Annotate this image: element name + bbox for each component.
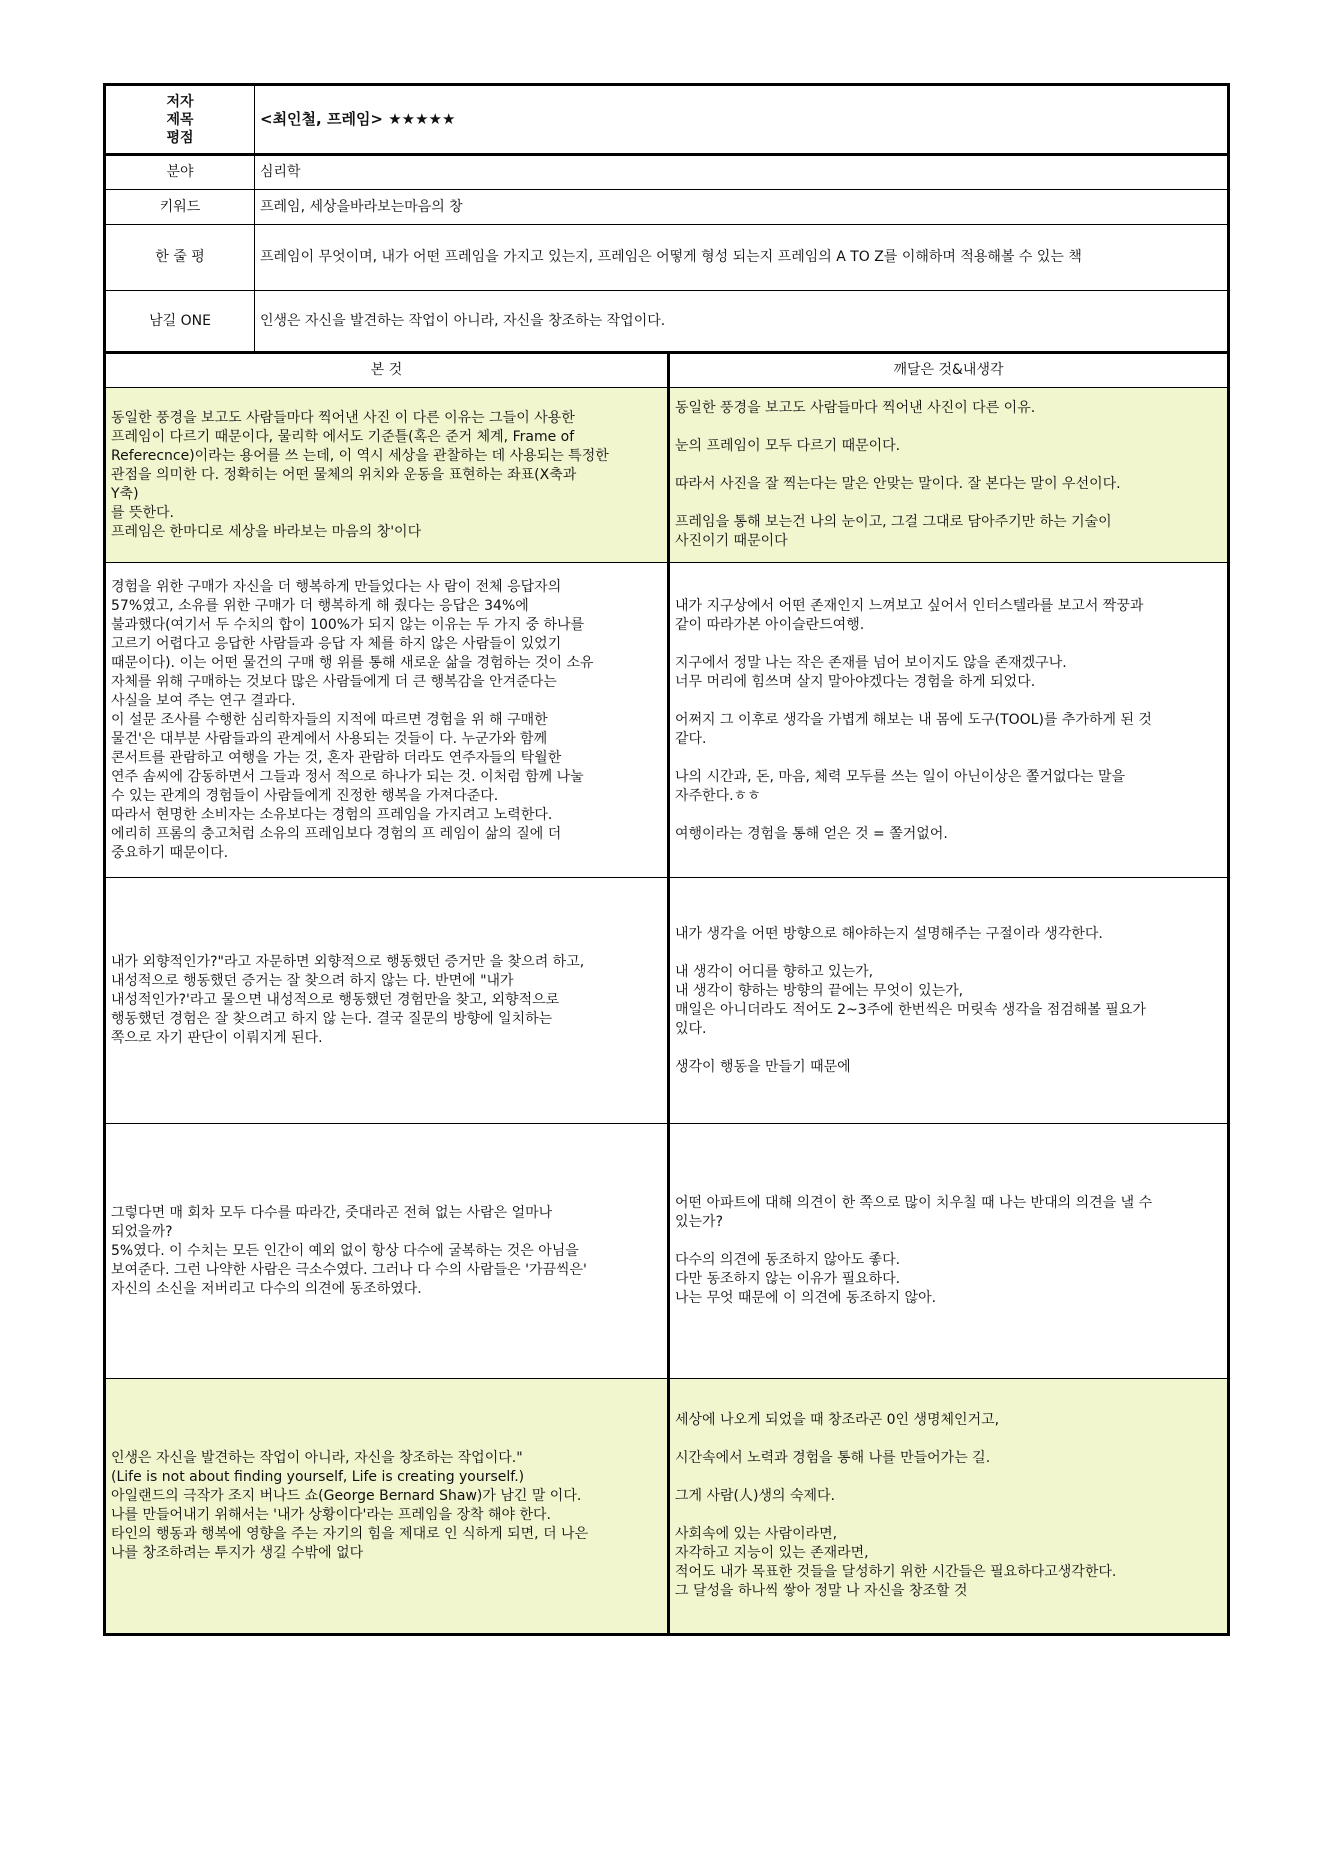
text-line: 나는 무엇 때문에 이 의견에 동조하지 않아. (675, 1290, 937, 1306)
text-line: 있다. (675, 1020, 707, 1037)
text-line: 프레임을 통해 보는건 나의 눈이고, 그걸 그대로 담아주기만 하는 기술이 (675, 514, 1112, 530)
text-line: 어떤 아파트에 대해 의견이 한 쪽으로 많이 치우칠 때 나는 반대의 의견을 낼 수 (675, 1195, 1153, 1211)
book-title: <최인철, 프레임> ★★★★★ (255, 85, 1229, 155)
text-line: 동일한 풍경을 보고도 사람들마다 찍어낸 사진이 다른 이유. (675, 400, 1036, 416)
text-line: 내성적인가?'라고 물으면 내성적으로 행동했던 경험만을 찾고, 외향적으로 (111, 992, 560, 1008)
text-line: 57%였고, 소유를 위한 구매가 더 행복하게 해 줬다는 응답은 34%에 (111, 597, 529, 614)
entry-5-thought (669, 1379, 1229, 1635)
text-line: 그 달성을 하나씩 쌓아 정말 나 자신을 창조할 것 (675, 1583, 968, 1599)
text-line: 지구에서 정말 나는 작은 존재를 넘어 보이지도 않을 존재겠구나. (675, 654, 1067, 671)
entry-1-seen (105, 388, 669, 563)
text-line: 따라서 사진을 잘 찍는다는 말은 안맞는 말이다. 잘 본다는 말이 우선이다. (675, 476, 1121, 492)
blank-line (675, 494, 1222, 513)
entry-row-3 (105, 878, 1229, 1124)
title-label: 제목 (166, 111, 194, 128)
text-line: 자신의 소신을 저버리고 다수의 의견에 동조하였다. (111, 1280, 422, 1297)
text-line: 중요하기 때문이다. (111, 844, 229, 861)
text-line: Y축) (111, 485, 139, 502)
field-row (105, 155, 1229, 190)
text-line: 내성적으로 행동했던 증거는 잘 찾으려 하지 않는 다. 반면에 "내가 (111, 973, 514, 989)
text-line: 를 뜻한다. (111, 504, 174, 521)
text-line: 나를 창조하려는 투지가 생길 수밖에 없다 (111, 1545, 364, 1561)
entry-row-2 (105, 563, 1229, 878)
summary-row (105, 225, 1229, 291)
text-line: 쪽으로 자기 판단이 이뤄지게 된다. (111, 1030, 323, 1046)
one-label: 남길 ONE (105, 291, 255, 353)
title-labels (105, 85, 255, 155)
text-line: 같다. (675, 730, 707, 747)
text-line: 콘서트를 관람하고 여행을 가는 것, 혼자 관람하 더라도 연주자들의 탁월한 (111, 749, 562, 766)
text-line: 내 생각이 향하는 방향의 끝에는 무엇이 있는가, (675, 982, 964, 999)
text-line: 나의 시간과, 돈, 마음, 체력 모두를 쓰는 일이 아닌이상은 쫄거없다는 말을 (675, 768, 1126, 785)
one-row (105, 291, 1229, 353)
blank-line (675, 1430, 1222, 1449)
text-line: 행동했던 경험은 잘 찾으려고 하지 않 는다. 결국 질문의 방향에 일치하는 (111, 1011, 553, 1027)
text-line: 매일은 아니더라도 적어도 2~3주에 한번씩은 머릿속 생각을 점검해볼 필요가 (675, 1001, 1146, 1018)
entry-4-thought (669, 1124, 1229, 1379)
text-line: 자주한다.ㅎㅎ (675, 787, 761, 804)
text-line: 인생은 자신을 발견하는 작업이 아니라, 자신을 창조하는 작업이다." (111, 1450, 523, 1466)
text-line: 에리히 프롬의 충고처럼 소유의 프레임보다 경험의 프 레임이 삶의 질에 더 (111, 825, 562, 842)
entry-3-seen (105, 878, 669, 1124)
text-line: 적어도 내가 목표한 것들을 달성하기 위한 시간들은 필요하다고생각한다. (675, 1564, 1117, 1580)
blank-line (675, 806, 1222, 825)
text-line: 동일한 풍경을 보고도 사람들마다 찍어낸 사진 이 다른 이유는 그들이 사용한 (111, 409, 575, 426)
summary-label: 한 줄 평 (105, 225, 255, 291)
text-line: 연주 솜씨에 감동하면서 그들과 정서 적으로 하나가 되는 것. 이처럼 함께 나눌 (111, 768, 584, 785)
text-line: 사진이기 때문이다 (675, 533, 788, 549)
text-line: 프레임이 다르기 때문이다, 물리학 에서도 기준틀(혹은 준거 체계, Frame of (111, 428, 575, 445)
blank-line (675, 635, 1222, 654)
text-line: 내 생각이 어디를 향하고 있는가, (675, 963, 874, 980)
text-line: 되었을까? (111, 1223, 173, 1240)
field-value: 심리학 (255, 155, 1229, 190)
text-line: 어쩌지 그 이후로 생각을 가볍게 해보는 내 몸에 도구(TOOL)를 추가하게 된 것 (675, 711, 1152, 728)
text-line: 세상에 나오게 되었을 때 창조라곤 0인 생명체인거고, (675, 1412, 1000, 1428)
text-line: 내가 생각을 어떤 방향으로 해야하는지 설명해주는 구절이라 생각한다. (675, 925, 1103, 942)
text-line: 5%였다. 이 수치는 모든 인간이 예외 없이 항상 다수에 굴복하는 것은 아님을 (111, 1242, 579, 1259)
review-sheet (103, 83, 1227, 1636)
text-line: 수 있는 관계의 경험들이 사람들에게 진정한 행복을 가져다준다. (111, 787, 499, 804)
text-line: 불과했다(여기서 두 수치의 합이 100%가 되지 않는 이유는 두 가지 중 하나를 (111, 616, 585, 633)
text-line: 시간속에서 노력과 경험을 통해 나를 만들어가는 길. (675, 1450, 991, 1466)
text-line: 따라서 현명한 소비자는 소유보다는 경험의 프레임을 가지려고 노력한다. (111, 806, 553, 823)
text-line: 있는가? (675, 1214, 724, 1230)
text-line: 눈의 프레임이 모두 다르기 때문이다. (675, 438, 901, 454)
text-line: 관점을 의미한 다. 정확히는 어떤 물체의 위치와 운동을 표현하는 좌표(X축과 (111, 466, 577, 483)
text-line: 사회속에 있는 사람이라면, (675, 1526, 838, 1542)
blank-line (675, 418, 1222, 437)
text-line: 경험을 위한 구매가 자신을 더 행복하게 만들었다는 사 람이 전체 응답자의 (111, 578, 562, 595)
text-line: 너무 머리에 힘쓰며 살지 말아야겠다는 경험을 하게 되었다. (675, 673, 1036, 690)
text-line: 물건'은 대부분 사람들과의 관계에서 사용되는 것들이 다. 누군가와 함께 (111, 730, 548, 747)
text-line: 내가 지구상에서 어떤 존재인지 느껴보고 싶어서 인터스텔라를 보고서 짝꿍과 (675, 597, 1144, 614)
text-line: 아일랜드의 극작가 조지 버나드 쇼(George Bernard Shaw)가 남긴 말 이다. (111, 1488, 582, 1504)
text-line: 프레임은 한마디로 세상을 바라보는 마음의 창'이다 (111, 523, 422, 540)
entry-row-5 (105, 1379, 1229, 1635)
text-line: 고르기 어렵다고 응답한 사람들과 응답 자 체를 하지 않은 사람들이 있었기 (111, 635, 562, 652)
text-line: 나를 만들어내기 위해서는 '내가 상황이다'라는 프레임을 장착 해야 한다. (111, 1507, 551, 1523)
text-line: Referecnce)이라는 용어를 쓰 는데, 이 역시 세상을 관찰하는 데 사용되는 특정한 (111, 447, 609, 464)
entry-1-thought (669, 388, 1229, 563)
entry-2-seen (105, 563, 669, 878)
keyword-label: 키워드 (105, 190, 255, 225)
blank-line (675, 456, 1222, 475)
text-line: 보여준다. 그런 나약한 사람은 극소수였다. 그러나 다 수의 사람들은 '가끔씩은' (111, 1261, 587, 1278)
author-label: 저자 (166, 93, 194, 110)
blank-line (675, 1039, 1222, 1058)
entry-3-thought (669, 878, 1229, 1124)
text-line: (Life is not about finding yourself, Life is creating yourself.) (111, 1469, 525, 1485)
text-line: 자각하고 지능이 있는 존재라면, (675, 1545, 869, 1561)
summary-value: 프레임이 무엇이며, 내가 어떤 프레임을 가지고 있는지, 프레임은 어떻게 형성 되는지 프레임의 A TO Z를 이해하며 적용해볼 수 있는 책 (255, 225, 1229, 291)
text-line: 생각이 행동을 만들기 때문에 (675, 1058, 851, 1075)
text-line: 다수의 의견에 동조하지 않아도 좋다. (675, 1252, 901, 1268)
blank-line (675, 1232, 1222, 1251)
one-value: 인생은 자신을 발견하는 작업이 아니라, 자신을 창조하는 작업이다. (255, 291, 1229, 353)
keyword-value: 프레임, 세상을바라보는마음의 창 (255, 190, 1229, 225)
text-line: 자체를 위해 구매하는 것보다 많은 사람들에게 더 큰 행복감을 안겨준다는 (111, 673, 557, 690)
text-line: 때문이다). 이는 어떤 물건의 구매 행 위를 통해 새로운 삶을 경험하는 것이 소유 (111, 654, 594, 671)
text-line: 다만 동조하지 않는 이유가 필요하다. (675, 1271, 901, 1287)
text-line: 사실을 보여 주는 연구 결과다. (111, 692, 296, 709)
text-line: 그게 사람(人)생의 숙제다. (675, 1488, 835, 1504)
text-line: 이 설문 조사를 수행한 심리학자들의 지적에 따르면 경험을 위 해 구매한 (111, 711, 548, 728)
field-label: 분야 (105, 155, 255, 190)
entry-row-1 (105, 388, 1229, 563)
blank-line (675, 749, 1222, 768)
seen-header: 본 것 (105, 353, 669, 388)
blank-line (675, 1468, 1222, 1487)
text-line: 같이 따라가본 아이슬란드여행. (675, 616, 865, 633)
blank-line (675, 1506, 1222, 1525)
review-table (103, 83, 1230, 1636)
text-line: 내가 외향적인가?"라고 자문하면 외향적으로 행동했던 증거만 을 찾으려 하고, (111, 954, 585, 970)
text-line: 그렇다면 매 회차 모두 다수를 따라간, 줏대라곤 전혀 없는 사람은 얼마나 (111, 1204, 553, 1221)
entry-4-seen (105, 1124, 669, 1379)
blank-line (675, 944, 1222, 963)
entry-5-seen (105, 1379, 669, 1635)
text-line: 타인의 행동과 행복에 영향을 주는 자기의 힘을 제대로 인 식하게 되면, 더 나은 (111, 1526, 589, 1542)
thought-header: 깨달은 것&내생각 (669, 353, 1229, 388)
blank-line (675, 692, 1222, 711)
text-line: 여행이라는 경험을 통해 얻은 것 = 쫄거없어. (675, 825, 948, 842)
column-header-row (105, 353, 1229, 388)
entry-2-thought (669, 563, 1229, 878)
title-row (105, 85, 1229, 155)
rating-label: 평점 (166, 129, 194, 146)
entry-row-4 (105, 1124, 1229, 1379)
keyword-row (105, 190, 1229, 225)
